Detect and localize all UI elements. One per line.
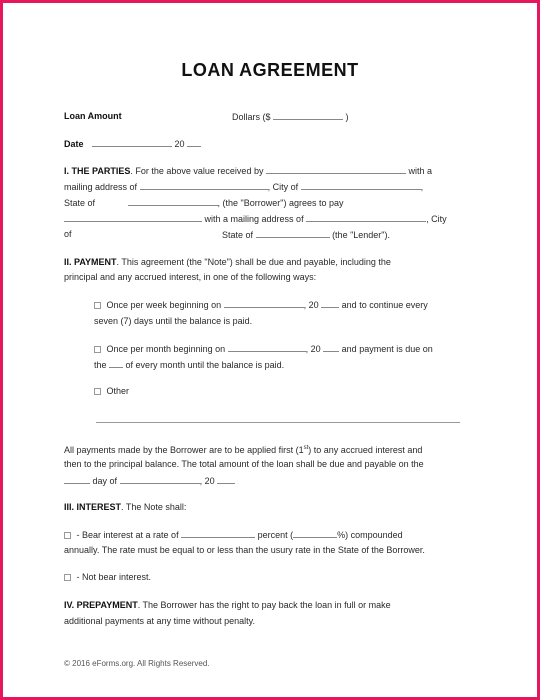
lender-state-field[interactable] [256, 228, 330, 238]
interest-line [64, 501, 186, 513]
interest-intro: . The Note shall: [121, 502, 187, 512]
parties-line-1: I. THE PARTIES. For the above value received by with a [64, 166, 432, 176]
monthly-year-prefix: , 20 [305, 344, 321, 354]
payment-option-weekly [94, 298, 428, 311]
application-text-a: All payments made by the Borrower are to be applied first (1 [64, 445, 304, 455]
city-field[interactable] [301, 180, 421, 190]
monthly-year-field[interactable] [323, 342, 339, 352]
application-text-b: ) to any accrued interest and [308, 445, 423, 455]
prepayment-text-2: additional payments at any time without penalty. [64, 616, 255, 626]
date-year-field[interactable] [187, 137, 201, 147]
weekly-label: Once per week beginning on [106, 300, 222, 310]
monthly-line-2 [94, 358, 284, 371]
loan-amount-dollars [232, 110, 349, 123]
payment-intro-1: . This agreement (the "Note") shall be due and payable, including the [116, 257, 391, 267]
parties-line-4 [64, 212, 447, 225]
lender-mailing-field[interactable] [306, 212, 426, 222]
due-month-field[interactable] [120, 474, 200, 484]
mailing-address-label: mailing address of [64, 182, 138, 192]
monthly-until-paid: of every month until the balance is paid. [125, 360, 285, 370]
state-field[interactable] [128, 196, 218, 206]
other-checkbox[interactable] [94, 388, 101, 395]
due-year-field[interactable] [217, 474, 235, 484]
parties-heading: I. THE PARTIES [64, 166, 131, 176]
percent-label: percent ( [257, 530, 294, 540]
application-line-3 [64, 474, 235, 487]
lender-city-label: , City [426, 214, 447, 224]
mailing-address-field[interactable] [140, 180, 268, 190]
application-line-2: then to the principal balance. The total amount of the loan shall be due and payable on the [64, 459, 424, 469]
document-title: LOAN AGREEMENT [181, 60, 359, 80]
dollars-close: ) [345, 112, 349, 122]
dollars-label: Dollars ($ [232, 112, 271, 122]
weekly-start-field[interactable] [224, 298, 304, 308]
date-label: Date [64, 139, 84, 149]
loan-amount-field[interactable] [273, 110, 343, 120]
monthly-due-on: and payment is due on [341, 344, 433, 354]
lender-label: (the "Lender"). [332, 230, 390, 240]
prepayment-text-1: . The Borrower has the right to pay back the loan in full or make [137, 600, 391, 610]
parties-line-5 [222, 228, 390, 241]
borrower-label: , (the "Borrower") agrees to pay [217, 198, 344, 208]
payment-line-1 [64, 256, 391, 268]
no-interest-checkbox[interactable] [64, 574, 71, 581]
other-terms-line[interactable] [96, 422, 460, 423]
interest-rate-field[interactable] [293, 528, 337, 538]
copyright-footer: © 2016 eForms.org. All Rights Reserved. [64, 659, 210, 668]
prepayment-heading: IV. PREPAYMENT [64, 600, 138, 610]
parties-line-3 [64, 196, 344, 209]
payment-intro-2: principal and any accrued interest, in one of the following ways: [64, 272, 317, 282]
monthly-the: the [94, 360, 107, 370]
due-day-field[interactable] [64, 474, 90, 484]
borrower-name-field[interactable] [64, 212, 202, 222]
weekly-year-prefix: , 20 [303, 300, 319, 310]
weekly-continue: and to continue every [341, 300, 428, 310]
weekly-until-paid: seven (7) days until the balance is paid. [94, 316, 253, 326]
monthly-checkbox[interactable] [94, 346, 101, 353]
weekly-year-field[interactable] [321, 298, 339, 308]
interest-option-bear [64, 528, 403, 541]
lender-name-field[interactable] [266, 164, 406, 174]
monthly-start-field[interactable] [228, 342, 306, 352]
application-superscript: st [303, 445, 309, 451]
due-year-prefix: , 20 [199, 476, 215, 486]
lender-state-label: State of [222, 230, 254, 240]
usury-note: annually. The rate must be equal to or less than the usury rate in the State of the Borrower. [64, 545, 425, 555]
parties-text: For the above value received by [135, 166, 264, 176]
payment-heading: II. PAYMENT [64, 257, 117, 267]
payment-option-monthly [94, 342, 433, 355]
day-of-label: day of [92, 476, 118, 486]
date-field[interactable] [92, 137, 172, 147]
other-label: Other [106, 386, 130, 396]
interest-rate-words-field[interactable] [181, 528, 255, 538]
parties-with-a: with a [408, 166, 432, 176]
state-label: State of [64, 198, 96, 208]
no-interest-label: - Not bear interest. [76, 572, 152, 582]
prepayment-line-1 [64, 599, 391, 611]
weekly-checkbox[interactable] [94, 302, 101, 309]
monthly-day-field[interactable] [109, 358, 123, 368]
city-label: , City of [267, 182, 299, 192]
payment-option-other [94, 385, 129, 397]
compounded-label: %) compounded [337, 530, 403, 540]
loan-amount-label: Loan Amount [64, 111, 122, 121]
interest-option-none [64, 571, 151, 583]
date-year-prefix: 20 [174, 139, 185, 149]
bear-interest-checkbox[interactable] [64, 532, 71, 539]
monthly-label: Once per month beginning on [106, 344, 226, 354]
parties-line-2: mailing address of , City of , [64, 182, 424, 192]
bear-interest-label: - Bear interest at a rate of [76, 530, 179, 540]
application-line-1 [64, 442, 474, 456]
date-row [64, 137, 201, 150]
of-label: of [64, 229, 72, 239]
interest-heading: III. INTEREST [64, 502, 122, 512]
lender-mailing-label: with a mailing address of [204, 214, 304, 224]
